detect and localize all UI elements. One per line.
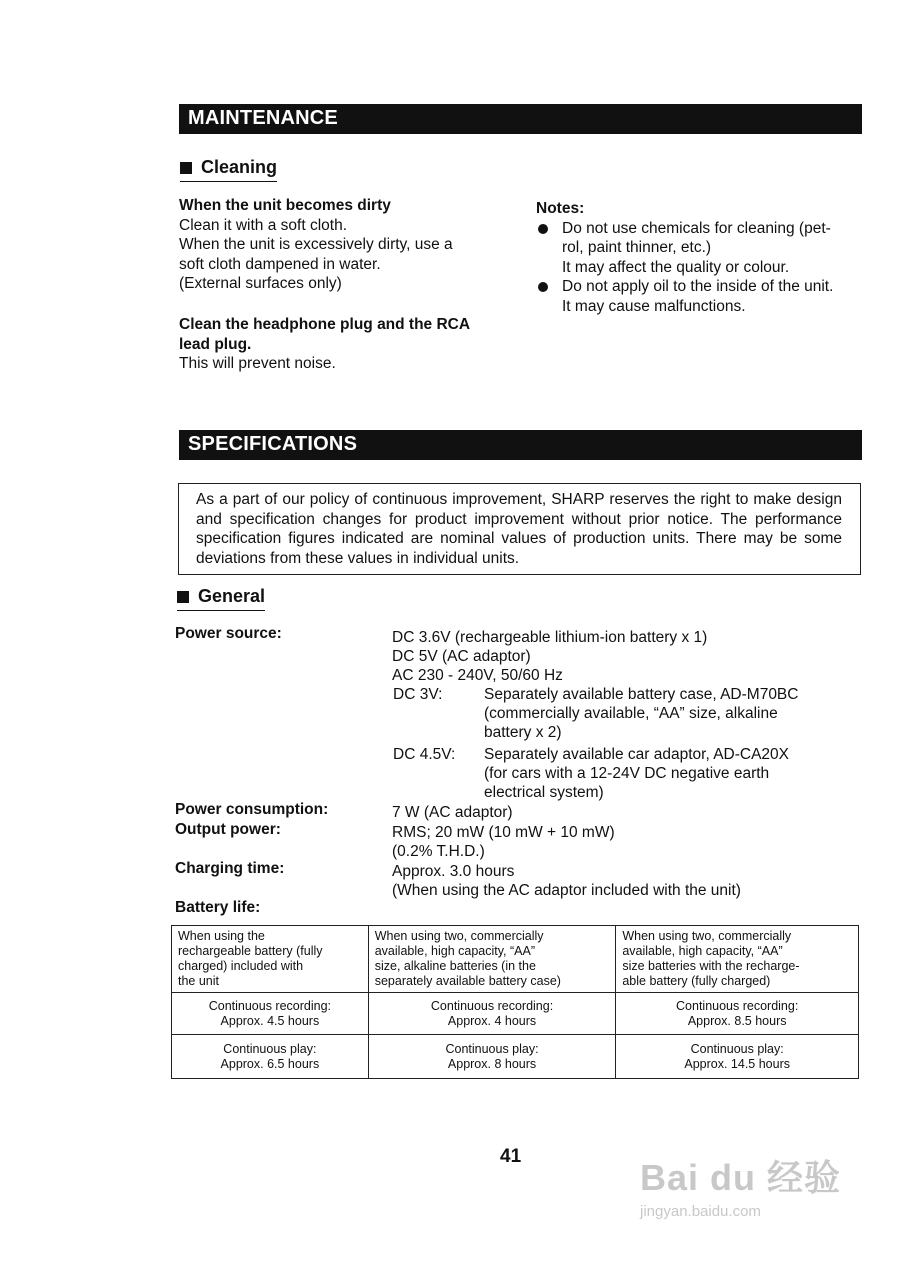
dc3-label: DC 3V:	[393, 686, 443, 703]
bullet-dot-icon	[538, 282, 548, 292]
output-power-line: RMS; 20 mW (10 mW + 10 mW)	[392, 824, 615, 841]
cell-line: Approx. 6.5 hours	[220, 1056, 320, 1071]
dirty-line: When the unit is excessively dirty, use a	[179, 236, 453, 253]
output-power-values	[392, 823, 615, 861]
cell-line: Continuous recording:	[208, 998, 332, 1013]
header-line: size batteries with the recharge-	[622, 959, 800, 973]
table-header-cell	[616, 926, 859, 993]
table-cell	[368, 993, 616, 1035]
dirty-line: (External surfaces only)	[179, 275, 342, 292]
cleaning-heading-text: Cleaning	[201, 157, 278, 177]
cell-line: Approx. 8.5 hours	[687, 1013, 787, 1028]
power-source-line: DC 3.6V (rechargeable lithium-ion battery x 1)	[392, 629, 708, 646]
watermark-url: jingyan.baidu.com	[640, 1203, 761, 1220]
notes-heading: Notes:	[536, 200, 585, 217]
table-cell	[368, 1035, 616, 1079]
table-header-row	[172, 926, 859, 993]
header-line: When using two, commercially	[622, 929, 792, 943]
bullet-dot-icon	[538, 224, 548, 234]
table-header-cell	[368, 926, 616, 993]
cell-line: Approx. 4 hours	[447, 1013, 537, 1028]
note-line: It may cause malfunctions.	[562, 297, 746, 315]
power-source-line: AC 230 - 240V, 50/60 Hz	[392, 667, 563, 684]
specifications-title: SPECIFICATIONS	[188, 433, 358, 455]
header-line: able battery (fully charged)	[622, 974, 771, 988]
plug-heading-1: Clean the headphone plug and the RCA	[179, 316, 471, 333]
page-number: 41	[500, 1146, 522, 1167]
dirty-line: soft cloth dampened in water.	[179, 255, 381, 273]
table-cell	[616, 993, 859, 1035]
cleaning-heading	[180, 157, 277, 182]
table-row-recording	[172, 993, 859, 1035]
charging-time-label: Charging time:	[175, 860, 285, 877]
header-line: size, alkaline batteries (in the	[374, 959, 536, 973]
charging-time-values	[392, 862, 741, 900]
cell-line: Continuous recording:	[676, 998, 799, 1013]
dc3-values	[484, 685, 798, 742]
specifications-title-bar	[179, 430, 862, 460]
cell-line: Continuous play:	[223, 1041, 317, 1056]
charging-time-line: Approx. 3.0 hours	[392, 863, 515, 880]
cell-line: Approx. 8 hours	[447, 1056, 537, 1071]
header-line: charged) included with	[178, 959, 304, 973]
plug-text: This will prevent noise.	[179, 355, 336, 372]
cell-line: Continuous play:	[445, 1041, 539, 1056]
dc3-line: battery x 2)	[484, 724, 562, 741]
power-consumption-label: Power consumption:	[175, 801, 329, 818]
battery-life-label: Battery life:	[175, 899, 261, 916]
table-cell	[172, 993, 369, 1035]
dc3-line: Separately available battery case, AD-M70BC	[484, 686, 799, 703]
power-source-values	[392, 628, 707, 685]
policy-notice: As a part of our policy of continuous improvement, SHARP reserves the right to make design and specification changes for product improvement without prior notice. The performance specification figures indicated are nominal values of production units. There may be some deviations from these values in individual units.	[178, 483, 861, 575]
general-heading-text: General	[198, 586, 266, 606]
note-line: rol, paint thinner, etc.)	[562, 239, 712, 256]
battery-life-table	[171, 925, 859, 1079]
header-line: rechargeable battery (fully	[178, 944, 323, 958]
cell-line: Continuous play:	[690, 1041, 784, 1056]
general-heading	[177, 586, 265, 611]
dc45-line: Separately available car adaptor, AD-CA20X	[484, 746, 790, 763]
plug-heading-2: lead plug.	[179, 335, 252, 353]
charging-time-line: (When using the AC adaptor included with the unit)	[392, 882, 741, 899]
table-cell	[616, 1035, 859, 1079]
cell-line: Approx. 4.5 hours	[220, 1013, 320, 1028]
maintenance-title: MAINTENANCE	[188, 107, 338, 129]
note-item	[536, 277, 866, 316]
table-header-cell	[172, 926, 369, 993]
square-bullet-icon	[177, 591, 189, 603]
square-bullet-icon	[180, 162, 192, 174]
cell-line: Approx. 14.5 hours	[684, 1056, 790, 1071]
power-source-line: DC 5V (AC adaptor)	[392, 648, 531, 665]
watermark	[640, 1150, 841, 1220]
plug-section	[179, 315, 519, 374]
note-line: It may affect the quality or colour.	[562, 258, 790, 276]
dc45-line: (for cars with a 12-24V DC negative earth	[484, 765, 770, 782]
dc3-line: (commercially available, “AA” size, alkaline	[484, 705, 778, 722]
header-line: When using the	[178, 929, 265, 943]
dc45-line: electrical system)	[484, 784, 604, 801]
dirty-section	[179, 196, 519, 294]
table-cell	[172, 1035, 369, 1079]
dc45-label: DC 4.5V:	[393, 746, 456, 763]
table-row-play	[172, 1035, 859, 1079]
output-power-line: (0.2% T.H.D.)	[392, 843, 485, 860]
header-line: the unit	[178, 974, 220, 988]
maintenance-title-bar	[179, 104, 862, 134]
note-item	[536, 219, 866, 278]
header-line: available, high capacity, “AA”	[622, 944, 783, 958]
note-line: Do not apply oil to the inside of the unit.	[562, 278, 834, 295]
dirty-heading: When the unit becomes dirty	[179, 197, 391, 214]
header-line: separately available battery case)	[374, 974, 561, 988]
dc45-values	[484, 745, 789, 802]
header-line: When using two, commercially	[374, 929, 544, 943]
output-power-label: Output power:	[175, 821, 281, 838]
cell-line: Continuous recording:	[430, 998, 554, 1013]
notes-section	[536, 199, 866, 316]
watermark-brand: Bai du 经验	[640, 1157, 842, 1198]
header-line: available, high capacity, “AA”	[374, 944, 536, 958]
dirty-line: Clean it with a soft cloth.	[179, 216, 347, 234]
power-consumption-value: 7 W (AC adaptor)	[392, 804, 513, 821]
note-line: Do not use chemicals for cleaning (pet-	[562, 219, 831, 237]
power-source-label: Power source:	[175, 625, 282, 642]
